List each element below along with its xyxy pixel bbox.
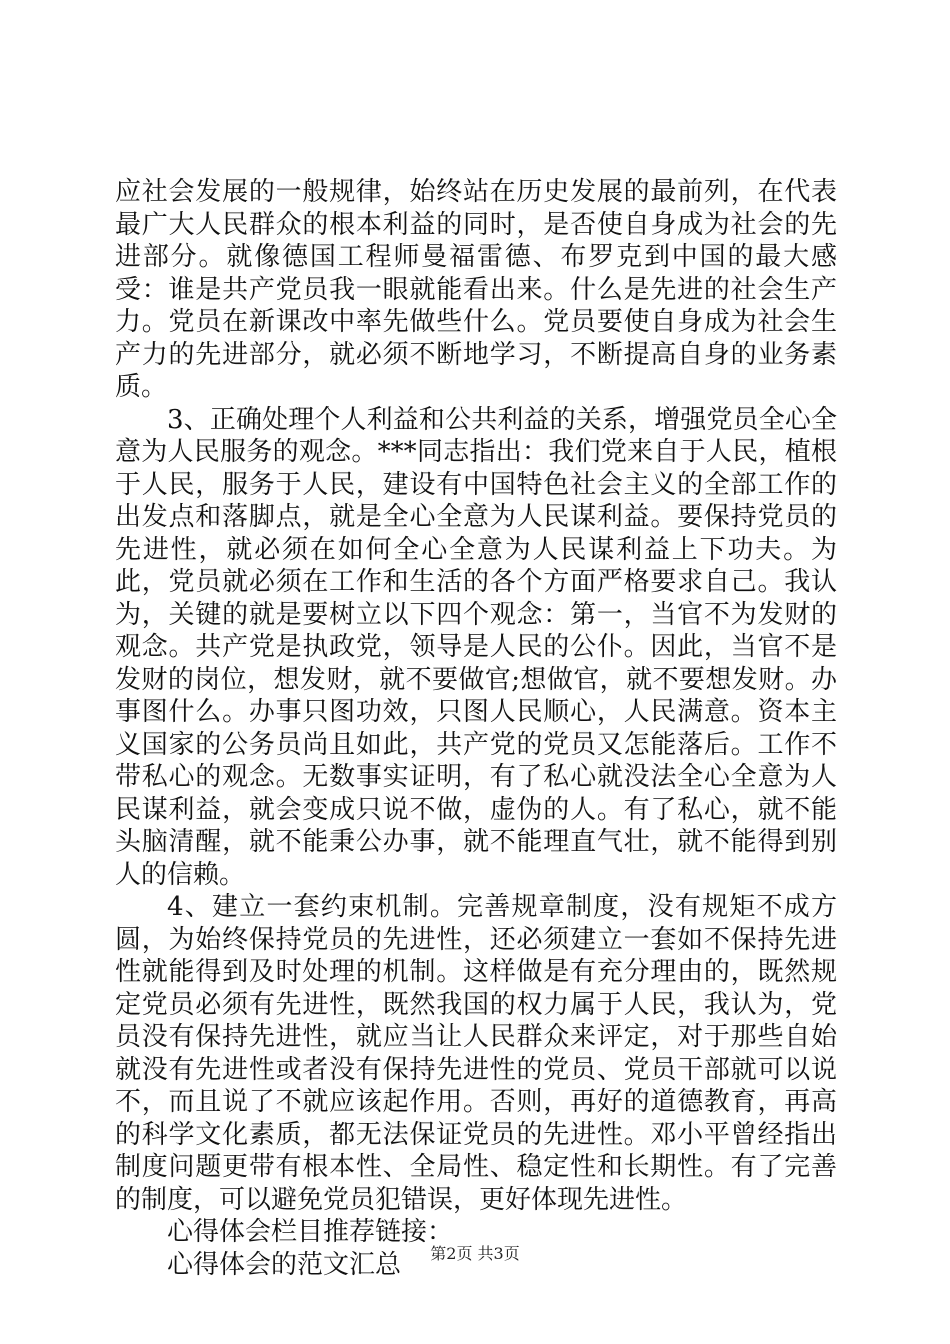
recommended-links-heading: 心得体会栏目推荐链接： — [167, 1217, 454, 1247]
paragraph-point-3: 3、正确处理个人利益和公共利益的关系，增强党员全心全意为人民服务的观念。***同志指出：我们党来自于人民，植根于人民，服务于人民，建设有中国特色社会主义的全部工作的出发点和落脚点，就是全心全意为人民谋利益。要保持党员的先进性，就必须在如何全心全意为人民谋利益上下功夫。为此，党员就必须在工作和生活的各个方面严格要求自己。我认为，关键的就是要树立以下四个观念：第一，当官不为发财的观念。共产党是执政党，领导是人民的公仆。因此，当官不是发财的岗位，想发财，就不要做官;想做官，就不要想发财。办事图什么。办事只图功效，只图人民顺心，人民满意。资本主义国家的公务员尚且如此，共产党的党员又怎能落后。工作不带私心的观念。无数事实证明，有了私心就没法全心全意为人民谋利益，就会变成只说不做，虚伪的人。有了私心，就不能头脑清醒，就不能秉公办事，就不能理直气壮，就不能得到别人的信赖。 — [115, 404, 837, 890]
page-footer: 第2页 共3页 — [430, 1244, 520, 1263]
paragraph-intro: 应社会发展的一般规律，始终站在历史发展的最前列，在代表最广大人民群众的根本利益的同时，是否使自身成为社会的先进部分。就像德国工程师曼福雷德、布罗克到中国的最大感受：谁是共产党员我一眼就能看出来。什么是先进的社会生产力。党员在新课改中率先做些什么。党员要使自身成为社会生产力的先进部分，就必须不断地学习，不断提高自身的业务素质。 — [115, 177, 837, 402]
paragraph-point-4: 4、建立一套约束机制。完善规章制度，没有规矩不成方圆，为始终保持党员的先进性，还必须建立一套如不保持先进性就能得到及时处理的机制。这样做是有充分理由的，既然规定党员必须有先进性，既然我国的权力属于人民，我认为，党员没有保持先进性，就应当让人民群众来评定，对于那些自始就没有先进性或者没有保持先进性的党员、党员干部就可以说不，而且说了不就应该起作用。否则，再好的道德教育，再高的科学文化素质，都无法保证党员的先进性。邓小平曾经指出制度问题更带有根本性、全局性、稳定性和长期性。有了完善的制度，可以避免党员犯错误，更好体现先进性。 — [115, 892, 837, 1215]
recommended-link-item[interactable]: 心得体会的范文汇总 — [167, 1249, 402, 1280]
document-body — [115, 176, 837, 1281]
